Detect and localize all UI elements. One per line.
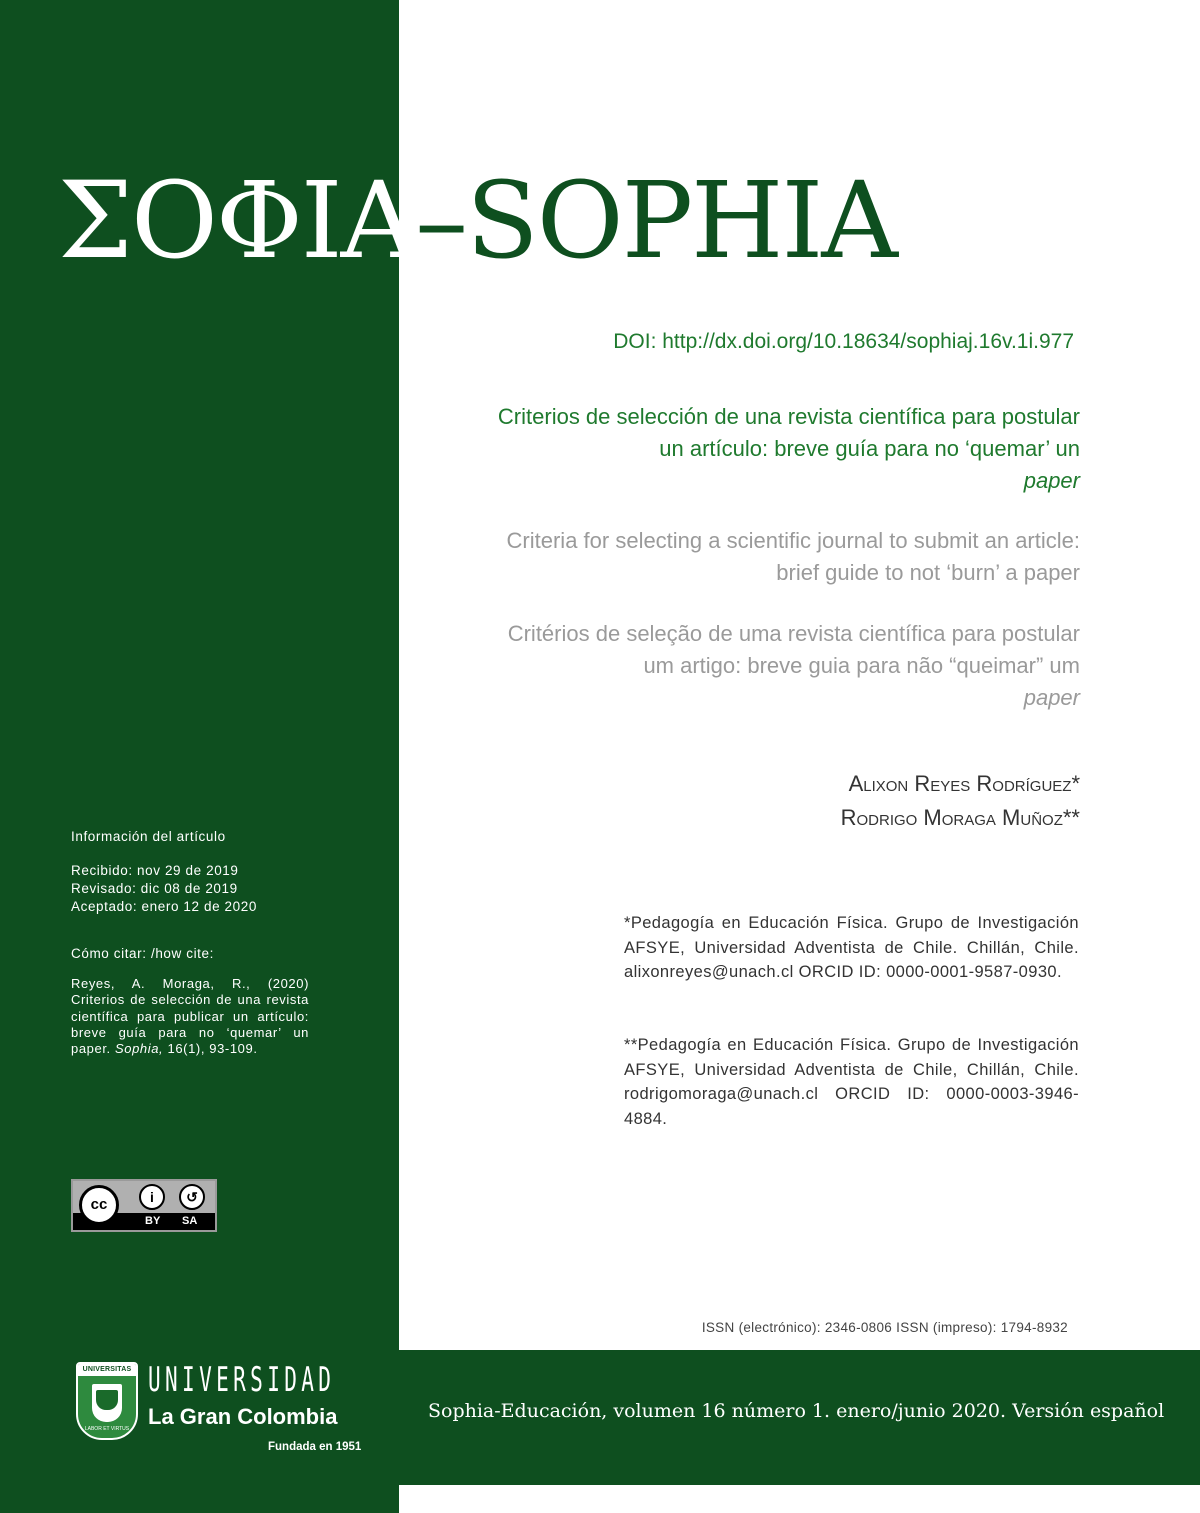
author-name: Alixon Reyes Rodríguez* xyxy=(848,771,1080,796)
crest-shield xyxy=(92,1384,122,1422)
title-spanish xyxy=(480,401,1080,497)
affiliation-2: **Pedagogía en Educación Física. Grupo de Investigación AFSYE, Universidad Adventista de Chile, Chillán, Chile. rodrigomoraga@unach.cl ORCID ID: 0000-0003-3946-4884. xyxy=(624,1036,1079,1128)
crest-label: UNIVERSITAS xyxy=(78,1364,136,1376)
license-by-label: BY xyxy=(145,1215,161,1227)
university-founded: Fundada en 1951 xyxy=(268,1441,362,1453)
title-portuguese-text: Critérios de seleção de uma revista científica para postular um artigo: breve guia para não “queimar” um xyxy=(507,621,1080,678)
cite-heading: Cómo citar: /how cite: xyxy=(71,946,214,961)
revised-date: Revisado: dic 08 de 2019 xyxy=(71,881,238,896)
article-info-heading: Información del artículo xyxy=(71,829,226,844)
citation-tail: 16(1), 93-109. xyxy=(167,1041,258,1057)
university-word: UNIVERSIDAD xyxy=(148,1360,336,1400)
doi-label: DOI: xyxy=(613,330,657,353)
license-sa-label: SA xyxy=(182,1215,198,1227)
title-spanish-text: Criterios de selección de una revista científica para postular un artículo: breve guía para no ‘quemar’ un xyxy=(497,404,1080,461)
citation-journal: Sophia, xyxy=(114,1041,164,1057)
title-english xyxy=(480,525,1080,589)
university-name: La Gran Colombia xyxy=(148,1404,338,1429)
journal-title-latin: SOPHIA xyxy=(466,159,896,282)
cc-license-badge[interactable] xyxy=(71,1179,217,1232)
citation-text xyxy=(71,976,309,1057)
attribution-icon: i xyxy=(139,1184,165,1210)
issn-line: ISSN (electrónico): 2346-0806 ISSN (impreso): 1794-8932 xyxy=(701,1320,1068,1335)
author-list xyxy=(841,767,1080,835)
share-alike-icon: ↺ xyxy=(179,1184,205,1210)
journal-title xyxy=(58,159,896,282)
title-portuguese-italic: paper xyxy=(1023,685,1080,710)
cc-icon: cc xyxy=(79,1185,119,1225)
accepted-date: Aceptado: enero 12 de 2020 xyxy=(71,899,257,914)
received-date: Recibido: nov 29 de 2019 xyxy=(71,863,239,878)
journal-title-dash: – xyxy=(415,159,467,282)
citation-body: Reyes, A. Moraga, R., (2020) Criterios de selección de una revista científica para publicar un artículo: breve guía para no ‘quemar’ un paper. xyxy=(71,976,309,1057)
journal-citation-line: Sophia-Educación, volumen 16 número 1. enero/junio 2020. Versión español xyxy=(428,1400,1165,1422)
title-english-text: Criteria for selecting a scientific journal to submit an article: brief guide to not ‘burn’ a paper xyxy=(506,528,1080,585)
crest-motto: LABOR ET VIRTUS xyxy=(84,1426,130,1432)
doi-link[interactable]: http://dx.doi.org/10.18634/sophiaj.16v.1i.977 xyxy=(662,330,1074,353)
university-crest-icon xyxy=(76,1362,138,1440)
title-portuguese xyxy=(480,618,1080,714)
journal-title-greek: ΣΟΦΙΑ xyxy=(58,159,416,282)
article-dates xyxy=(71,862,309,916)
affiliation-1: *Pedagogía en Educación Física. Grupo de Investigación AFSYE, Universidad Adventista de Chile. Chillán, Chile. alixonreyes@unach.cl ORCID ID: 0000-0001-9587-0930. xyxy=(624,914,1079,981)
author-name: Rodrigo Moraga Muñoz** xyxy=(840,805,1080,830)
title-spanish-italic: paper xyxy=(1023,468,1080,493)
doi-line xyxy=(613,330,1074,354)
